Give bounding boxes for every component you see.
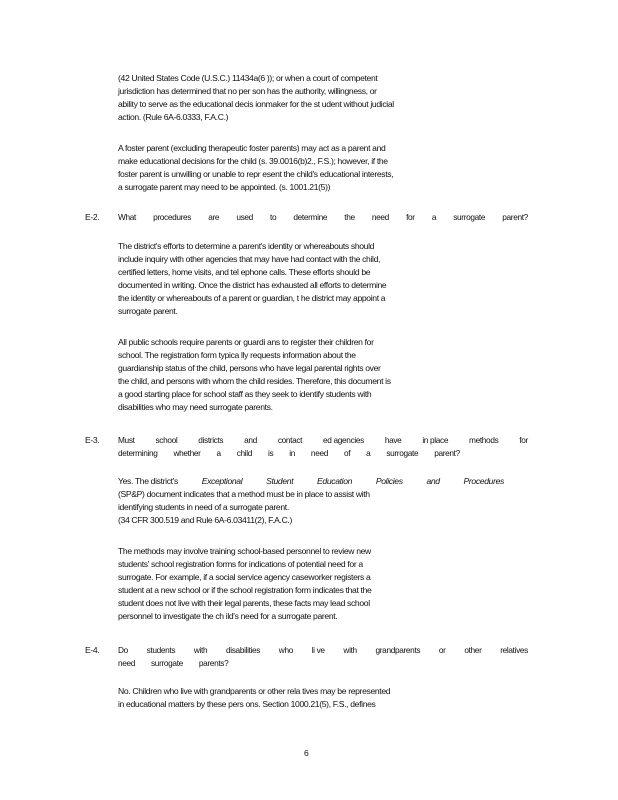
text-line: foster parent is unwilling or unable to repr esent the child's educational interests, — [118, 168, 394, 179]
text-line: personnel to investigate the ch ild's need for a surrogate parent. — [118, 610, 338, 621]
question-word: parent? — [502, 212, 528, 222]
text-line: The methods may involve training school-based personnel to review new — [118, 546, 371, 556]
text-line: (42 United States Code (U.S.C.) 11434a(6 )); or when a court of competent — [118, 73, 378, 83]
question-line — [118, 211, 528, 224]
question-line: determining whether a child is in need of a surrogate parent? — [118, 447, 460, 458]
text-line: No. Children who live with grandparents or other rela tives may be represented — [118, 686, 391, 696]
question-word: procedures — [153, 212, 192, 222]
answer-e3-paragraph-1 — [118, 475, 518, 527]
question-word: who — [278, 645, 293, 655]
question-word: and — [244, 435, 257, 445]
question-line: need surrogate parents? — [118, 657, 229, 668]
answer-e4-paragraph-1 — [118, 685, 518, 711]
sp-title-word: and — [426, 476, 440, 486]
page-number: 6 — [304, 748, 309, 758]
question-word: What — [118, 212, 136, 222]
question-word: for — [519, 435, 528, 445]
question-word: with — [343, 645, 357, 655]
sp-title-word: Exceptional — [201, 476, 243, 486]
sp-title-word: Student — [266, 476, 294, 486]
question-word: grandparents — [375, 645, 421, 655]
question-e2 — [118, 211, 528, 224]
intro-paragraph-2 — [118, 142, 518, 194]
question-word: ed agencies — [323, 435, 364, 445]
text-line: action. (Rule 6A-6.0333, F.A.C.) — [118, 111, 229, 122]
question-word: surrogate — [453, 212, 486, 222]
text-line: certified letters, home visits, and tel ephone calls. These efforts should be — [118, 266, 371, 277]
text-line: All public schools require parents or guardi ans to register their children for — [118, 337, 374, 347]
text-line: a good starting place for school staff as they seek to identify students with — [118, 388, 372, 399]
text-line: guardianship status of the child, persons who have legal parental rights over — [118, 362, 381, 373]
question-e4 — [118, 644, 528, 670]
text-line: a surrogate parent may need to be appointed. (s. 1001.21(5)) — [118, 181, 331, 192]
question-number: E-4. — [85, 645, 100, 655]
question-number: E-3. — [85, 435, 100, 445]
question-number: E-2. — [85, 212, 100, 222]
question-word: a — [431, 212, 437, 222]
question-word: li ve — [311, 645, 325, 655]
text-line: The district's efforts to determine a parent's identity or whereabouts should — [118, 241, 375, 251]
question-word: relatives — [500, 645, 528, 655]
text-line: the identity or whereabouts of a parent or guardian, t he district may appoint a — [118, 292, 386, 303]
text-line: include inquiry with other agencies that may have had contact with the child, — [118, 253, 381, 264]
question-word: students — [146, 645, 176, 655]
text-line: student does not live with their legal parents, these facts may lead school — [118, 597, 370, 608]
question-word: with — [193, 645, 208, 655]
text-line: documented in writing. Once the district has exhausted all efforts to determine — [118, 279, 387, 290]
question-word: the — [344, 212, 355, 222]
question-line — [118, 644, 528, 657]
sp-title-word: Policies — [375, 476, 403, 486]
answer-e3-paragraph-2 — [118, 545, 518, 622]
question-word: Must — [118, 435, 135, 445]
question-word: have — [384, 435, 402, 445]
text-line — [118, 475, 504, 488]
text-line: surrogate parent. — [118, 305, 178, 316]
question-word: are — [208, 212, 220, 222]
text-line: (34 CFR 300.519 and Rule 6A-6.03411(2), F.A.C.) — [118, 514, 292, 525]
question-word: used — [236, 212, 253, 222]
question-word: to — [270, 212, 277, 222]
text-line: make educational decisions for the child (s. 39.0016(b)2., F.S.); however, if the — [118, 155, 388, 166]
text-line: A foster parent (excluding therapeutic foster parents) may act as a parent and — [118, 143, 386, 153]
text-fragment: Yes. The district's — [118, 476, 178, 486]
text-line: ability to serve as the educational decis ionmaker for the st udent without judicial — [118, 98, 394, 109]
question-e3 — [118, 434, 528, 460]
text-line: surrogate. For example, if a social service agency caseworker registers a — [118, 571, 371, 582]
text-line: student at a new school or if the school registration form indicates that the — [118, 584, 372, 595]
question-word: contact — [277, 435, 303, 445]
intro-paragraph-1 — [118, 72, 518, 124]
question-word: other — [464, 645, 482, 655]
question-word: methods — [469, 435, 499, 445]
question-word: districts — [198, 435, 224, 445]
text-line: disabilities who may need surrogate parents. — [118, 401, 273, 412]
answer-e2-paragraph-1 — [118, 240, 518, 317]
text-line: in educational matters by these pers ons. Section 1000.21(5), F.S., defines — [118, 698, 376, 709]
question-word: school — [155, 435, 178, 445]
text-line: school. The registration form typica lly requests information about the — [118, 349, 356, 360]
question-word: or — [438, 645, 446, 655]
sp-title-word: Education — [317, 476, 353, 486]
question-word: Do — [118, 645, 128, 655]
answer-e2-paragraph-2 — [118, 336, 518, 413]
question-word: for — [406, 212, 415, 222]
text-line: students' school registration forms for indications of potential need for a — [118, 558, 363, 569]
text-line: identifying students in need of a surrogate parent. — [118, 501, 289, 512]
question-word: determine — [293, 212, 328, 222]
question-word: need — [371, 212, 389, 222]
question-word: disabilities — [226, 645, 261, 655]
text-line: the child, and persons with whom the child resides. Therefore, this document is — [118, 375, 391, 386]
sp-title-word: Procedures — [463, 476, 504, 486]
question-line — [118, 434, 528, 447]
question-word: in place — [422, 435, 449, 445]
text-line: jurisdiction has determined that no per son has the authority, willingness, or — [118, 85, 377, 96]
text-line: (SP&P) document indicates that a method must be in place to assist with — [118, 488, 370, 499]
